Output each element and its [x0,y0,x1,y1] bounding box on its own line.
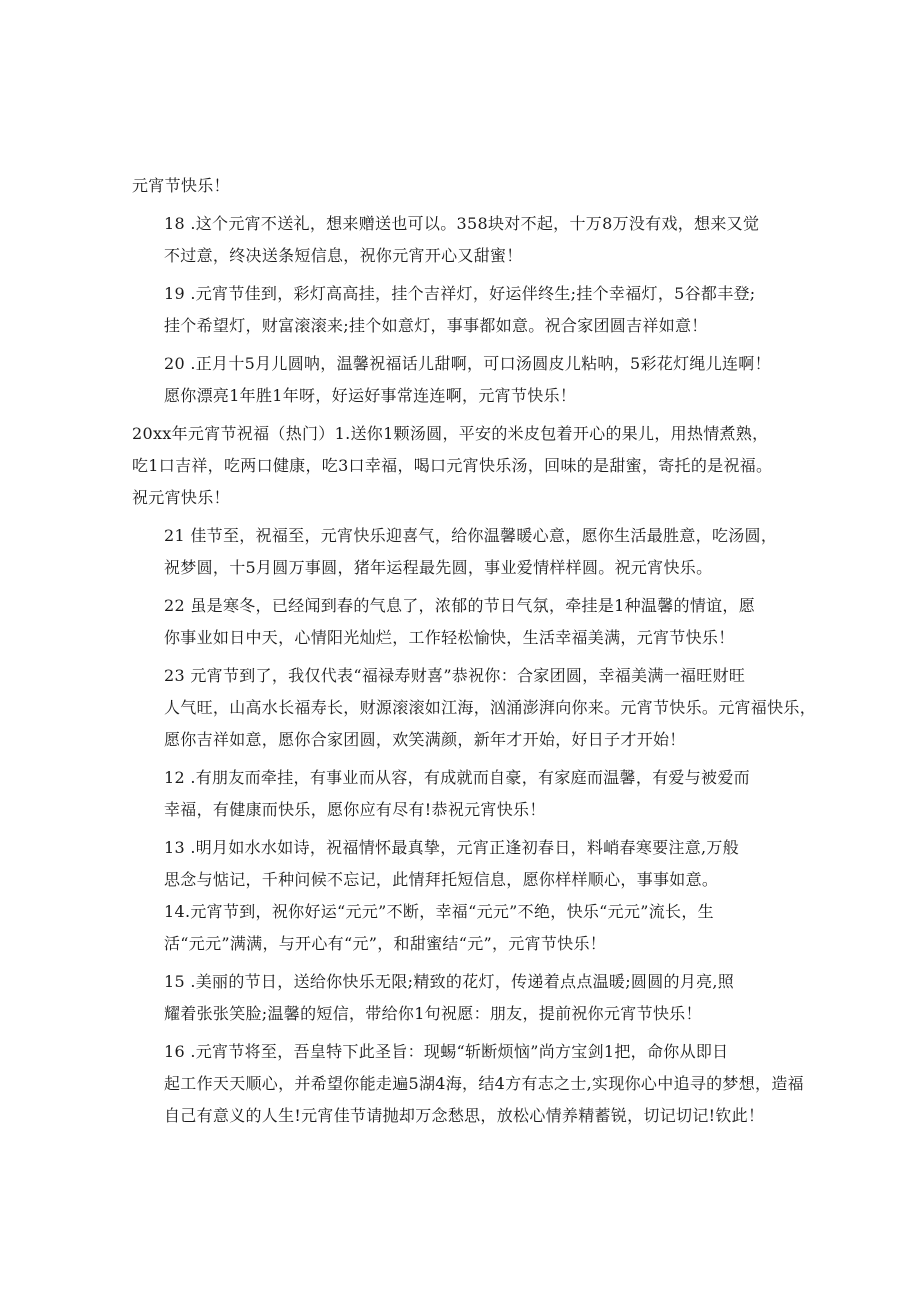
text-line: 23 元宵节到了，我仅代表“福禄寿财喜”恭祝你：合家团圆，幸福美满一福旺财旺 [164,666,746,685]
paragraph-p20 [132,348,792,412]
text-line: 思念与惦记，千种问候不忘记，此情拜托短信息，愿你样样顺心，事事如意。 [164,870,719,889]
text-line: 活“元元”满满，与开心有“元”，和甜蜜结“元”，元宵节快乐！ [164,934,607,953]
paragraph-p22 [132,590,792,654]
text-line: 19 .元宵节佳到，彩灯高高挂，挂个吉祥灯，好运伴终生;挂个幸福灯，5谷都丰登; [164,284,756,303]
text-line: 人气旺，山高水长福寿长，财源滚滚如江海，汹涌澎湃向你来。元宵节快乐。元宵福快乐， [164,698,817,717]
text-line: 12 .有朋友而牵挂，有事业而从容，有成就而自豪，有家庭而温馨，有爱与被爱而 [164,768,750,787]
text-line: 13 .明月如水水如诗，祝福情怀最真挚，元宵正逢初春日，料峭春寒要注意,万般 [164,838,740,857]
text-line: 20xx年元宵节祝福（热门）1.送你1颗汤圆，平安的米皮包着开心的果儿，用热情煮熟， [132,424,769,443]
text-line: 挂个希望灯，财富滚滚来;挂个如意灯，事事都如意。祝合家团圆吉祥如意！ [164,316,708,335]
text-line: 20 .正月十5月儿圆呐，温馨祝福话儿甜啊，可口汤圆皮儿粘呐，5彩花灯绳儿连啊！ [164,354,771,373]
text-line: 21 佳节至，祝福至，元宵快乐迎喜气，给你温馨暖心意，愿你生活最胜意，吃汤圆， [164,526,778,545]
text-line: 耀着张张笑脸;温馨的短信，带给你1句祝愿：朋友，提前祝你元宵节快乐！ [164,1004,702,1023]
text-line: 22 虽是寒冬，已经闻到春的气息了，浓郁的节日气氛，牵挂是1种温馨的情谊，愿 [164,596,756,615]
text-line: 吃1口吉祥，吃两口健康，吃3口幸福，喝口元宵快乐汤，回味的是甜蜜，寄托的是祝福。 [132,456,773,475]
paragraph-p-hot [132,418,792,514]
text-line: 愿你吉祥如意，愿你合家团圆，欢笑满颜，新年才开始，好日子才开始！ [164,730,686,749]
text-line: 祝梦圆，十5月圆万事圆，猪年运程最先圆，事业爱情样样圆。祝元宵快乐。 [164,558,713,577]
text-line: 起工作天天顺心，并希望你能走遍5湖4海，结4方有志之士,实现你心中追寻的梦想，造福 [164,1074,804,1093]
text-line: 14.元宵节到，祝你好运“元元”不断，幸福“元元”不绝，快乐“元元”流长，生 [164,902,714,921]
text-line: 祝元宵快乐！ [132,488,230,507]
paragraph-p0 [132,170,792,202]
paragraph-p19 [132,278,792,342]
text-line: 不过意，终决送条短信息，祝你元宵开心又甜蜜！ [164,246,523,265]
text-line: 16 .元宵节将至，吾皇特下此圣旨：现蜴“斩断烦恼”尚方宝剑1把，命你从即日 [164,1042,729,1061]
text-line: 你事业如日中天，心情阳光灿烂，工作轻松愉快，生活幸福美满，元宵节快乐！ [164,628,735,647]
paragraph-p18 [132,208,792,272]
text-line: 18 .这个元宵不送礼，想来赠送也可以。358块对不起，十万8万没有戏，想来又觉 [164,214,760,233]
text-line: 愿你漂亮1年胜1年呀，好运好事常连连啊，元宵节快乐！ [164,386,577,405]
paragraph-p15 [132,966,792,1030]
paragraph-p16 [132,1036,804,1132]
paragraph-p13 [132,832,792,896]
paragraph-p12 [132,762,792,826]
paragraph-p23 [132,660,817,756]
text-line: 15 .美丽的节日，送给你快乐无限;精致的花灯，传递着点点温暖;圆圆的月亮,照 [164,972,735,991]
paragraph-p21 [132,520,792,584]
text-line: 自己有意义的人生!元宵佳节请抛却万念愁思，放松心情养精蓄锐，切记切记!钦此！ [164,1106,765,1125]
text-line: 元宵节快乐！ [132,176,230,195]
paragraph-p14 [132,896,792,960]
document-body [132,170,817,1132]
text-line: 幸福，有健康而快乐，愿你应有尽有!恭祝元宵快乐！ [164,800,546,819]
